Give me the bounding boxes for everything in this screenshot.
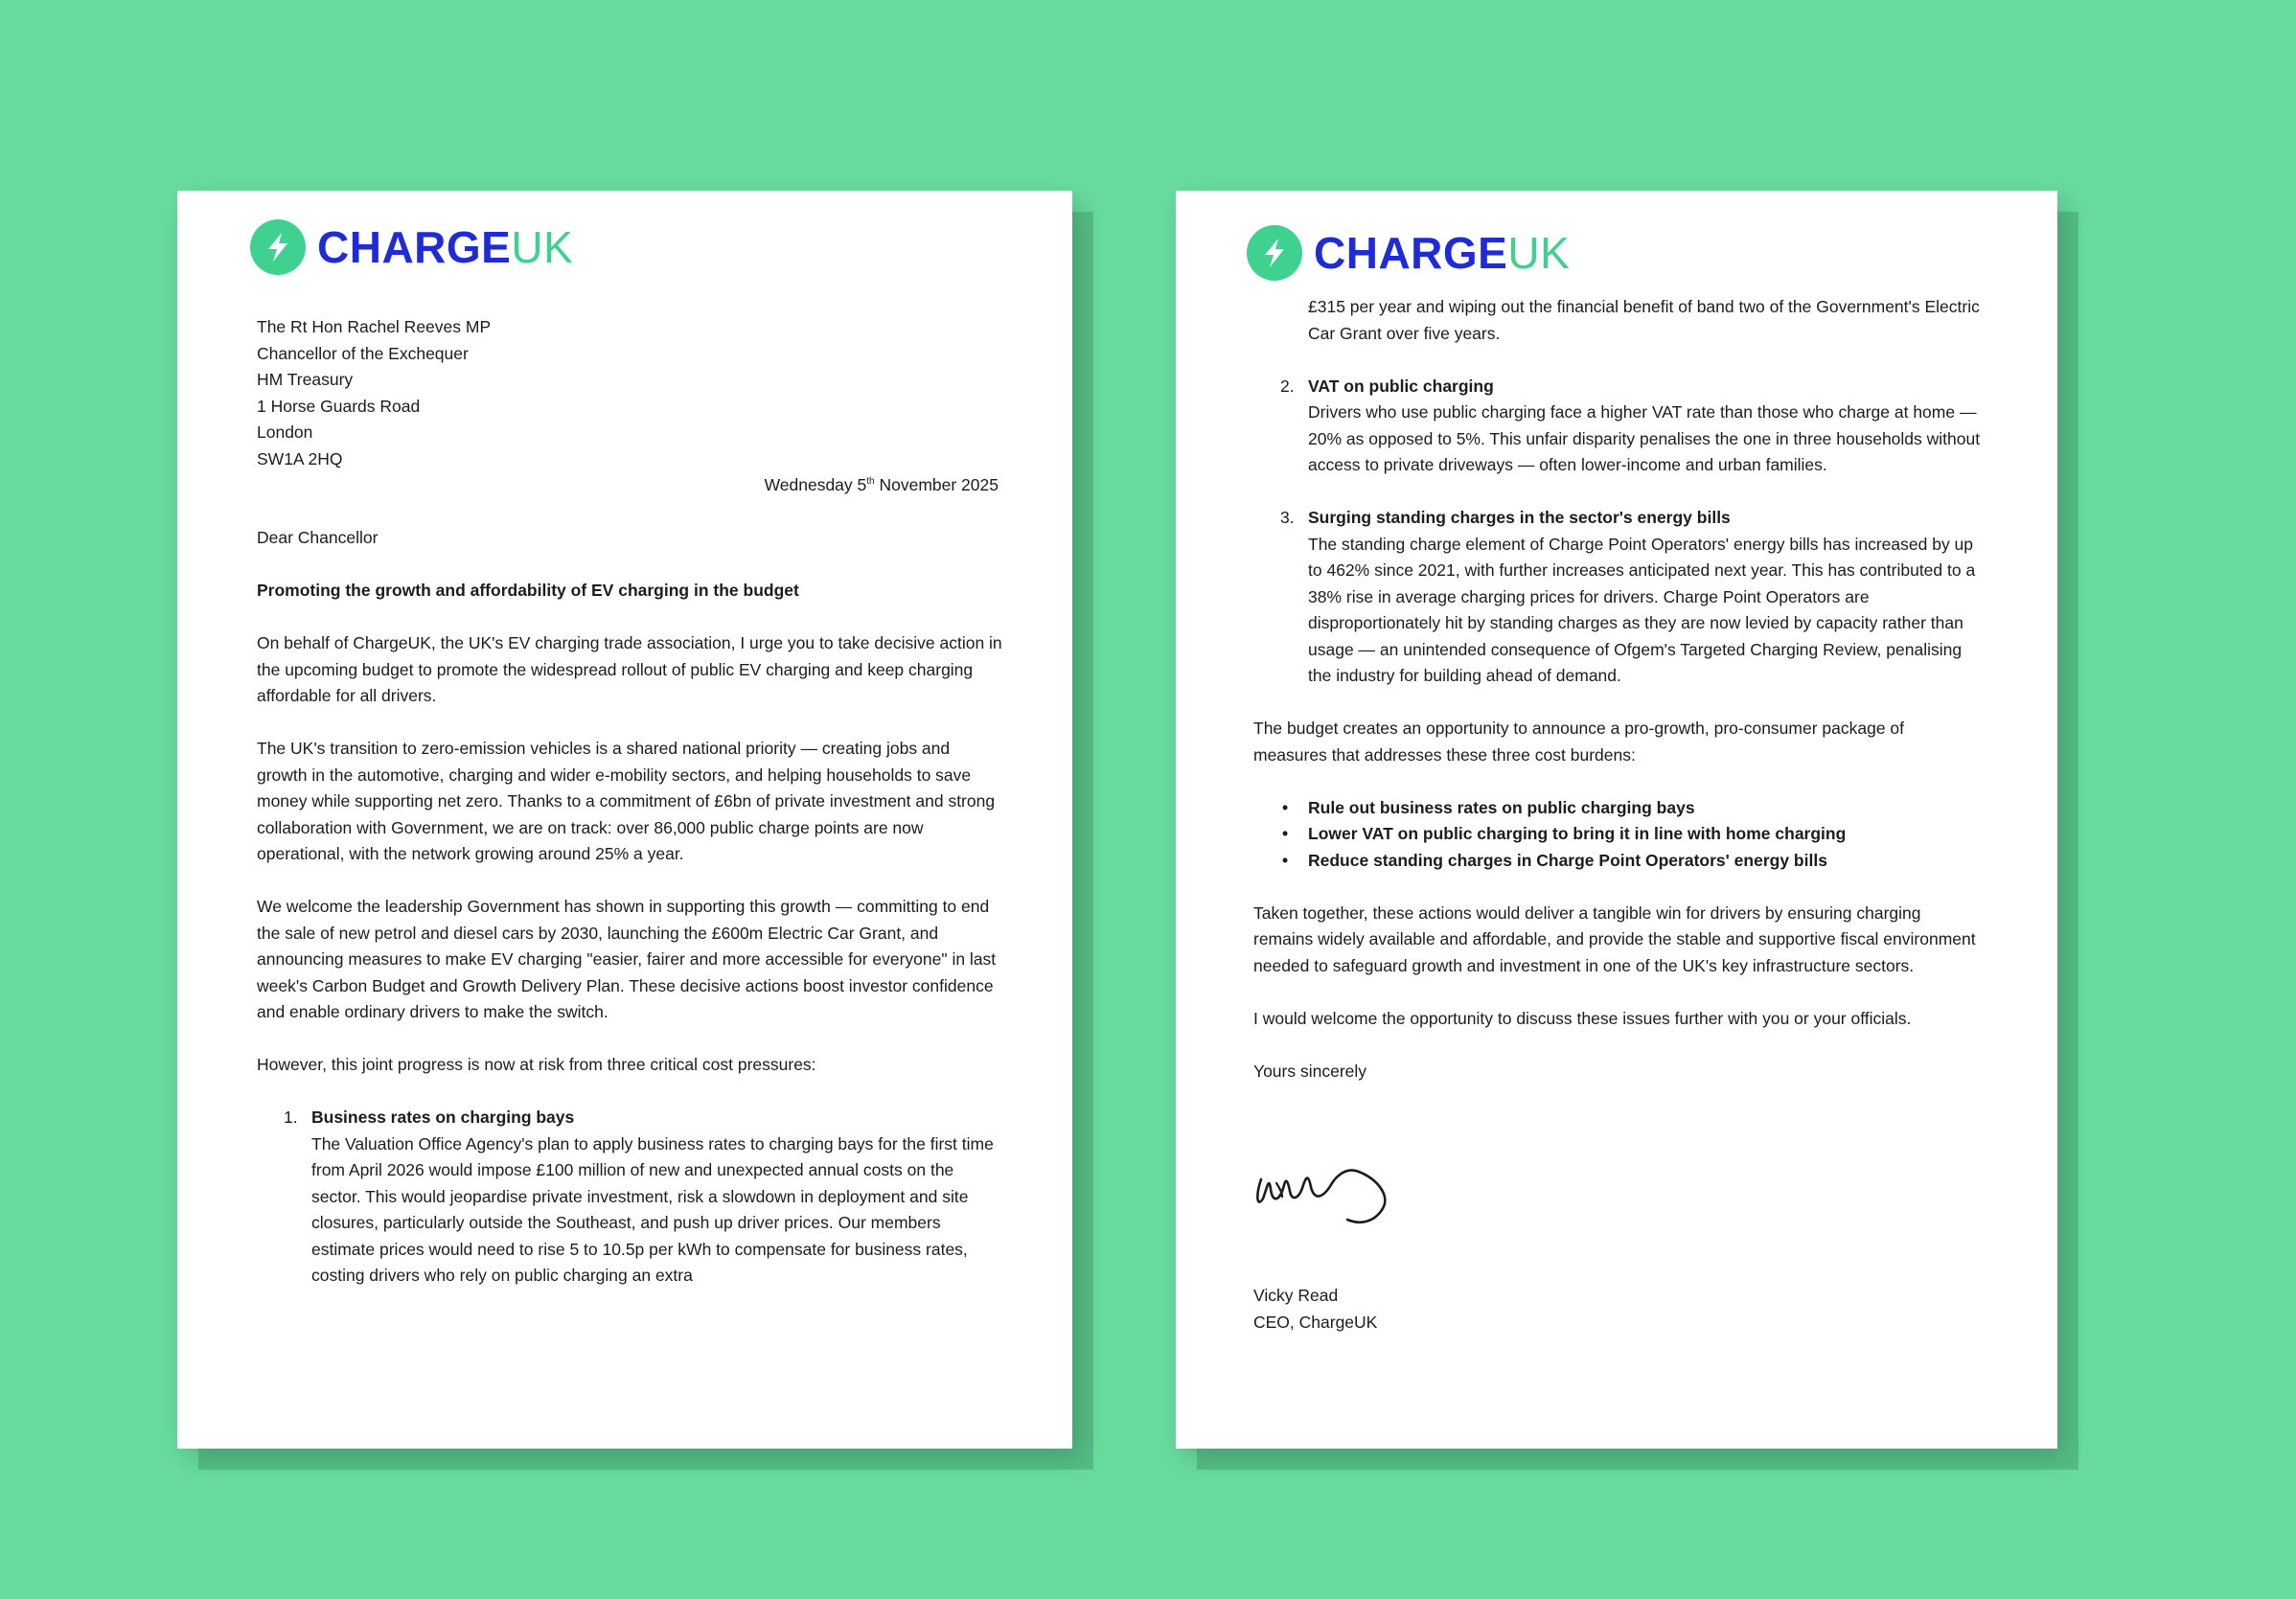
paragraph: We welcome the leadership Government has shown in supporting this growth — committing to end the sale of new petrol and diesel cars by 2030, launching the £600m Electric Car Grant, and announcing measures to make EV charging "easier, fairer and more accessible for everyone" in last week's Carbon Budget and Growth Delivery Plan. These decisive actions boost investor confidence and enable ordinary drivers to make the switch.	[257, 897, 997, 1021]
logo-charge-text: CHARGE	[1314, 228, 1508, 278]
issues-list	[1253, 294, 1982, 690]
address-line: London	[257, 423, 313, 442]
closing: Yours sincerely	[1253, 1061, 1367, 1081]
issue-body: £315 per year and wiping out the financial benefit of band two of the Government's Electric Car Grant over five years.	[1308, 297, 1980, 343]
issue-continuation	[1253, 294, 1982, 347]
measure-item: • Rule out business rates on public charging bays	[1253, 795, 1982, 822]
issue-body: Drivers who use public charging face a higher VAT rate than those who charge at home — 20% as opposed to 5%. This unfair disparity penalises the one in three households without access to private driveways — often lower-income and urban families.	[1308, 402, 1981, 474]
paragraph: However, this joint progress is now at risk from three critical cost pressures:	[257, 1055, 816, 1074]
letter-subject: Promoting the growth and affordability of EV charging in the budget	[257, 581, 799, 600]
lightning-bolt-icon	[250, 219, 306, 275]
date-day: Wednesday 5	[764, 475, 867, 494]
paragraph: The budget creates an opportunity to announce a pro-growth, pro-consumer package of measures that addresses these three cost burdens:	[1253, 719, 1905, 765]
signer-block	[1253, 1283, 1377, 1336]
lightning-bolt-icon	[1247, 225, 1302, 281]
signer-title: CEO, ChargeUK	[1253, 1312, 1378, 1332]
date-month-year: November 2025	[874, 475, 999, 494]
issue-title: Surging standing charges in the sector's energy bills	[1308, 508, 1731, 527]
issue-title: VAT on public charging	[1308, 376, 1494, 396]
logo-wordmark	[317, 222, 574, 272]
issue-item	[1253, 505, 1982, 690]
address-line: The Rt Hon Rachel Reeves MP	[257, 317, 492, 336]
issue-number: 2.	[1280, 376, 1295, 396]
measure-item: • Reduce standing charges in Charge Point Operators' energy bills	[1253, 848, 1982, 875]
signer-name: Vicky Read	[1253, 1286, 1339, 1305]
logo-uk-text: UK	[1507, 228, 1571, 278]
issue-title: Business rates on charging bays	[311, 1108, 575, 1127]
issue-number: 1.	[284, 1108, 298, 1127]
issue-item	[257, 1105, 1004, 1290]
address-line: Chancellor of the Exchequer	[257, 343, 469, 363]
paragraph: I would welcome the opportunity to discuss these issues further with you or your officials.	[1253, 1008, 1912, 1028]
logo-uk-text: UK	[511, 222, 574, 272]
letter-date	[257, 472, 999, 499]
recipient-address	[257, 314, 1004, 472]
address-line: 1 Horse Guards Road	[257, 396, 421, 416]
letter-body-page-1	[257, 314, 1004, 1315]
letter-body-page-2	[1253, 294, 1982, 1111]
chargeuk-logo	[1247, 225, 1570, 281]
salutation: Dear Chancellor	[257, 528, 379, 547]
paragraph: On behalf of ChargeUK, the UK's EV charging trade association, I urge you to take decisive action in the upcoming budget to promote the widespread rollout of public EV charging and keep charging affordable for all drivers.	[257, 633, 1002, 705]
letter-page-2	[1176, 191, 2057, 1449]
letter-page-1	[177, 191, 1072, 1449]
chargeuk-logo	[250, 219, 573, 275]
issue-item	[1253, 374, 1982, 479]
paragraph: Taken together, these actions would deliver a tangible win for drivers by ensuring charging remains widely available and affordable, and provide the stable and supportive fiscal environment needed to safeguard growth and investment in one of the UK's key infrastructure sectors.	[1253, 902, 1976, 975]
issue-number: 3.	[1280, 508, 1295, 527]
address-line: HM Treasury	[257, 370, 354, 389]
issue-body: The standing charge element of Charge Point Operators' energy bills has increased by up to 462% since 2021, with further increases anticipated next year. This has contributed to a 38% rise in average charging prices for drivers. Charge Point Operators are disproportionately hit by standing charges as they are now levied by capacity rather than usage — an unintended consequence of Ofgem's Targeted Charging Review, penalising the industry for building ahead of demand.	[1308, 534, 1976, 685]
handwritten-signature	[1248, 1139, 1439, 1249]
logo-charge-text: CHARGE	[317, 222, 512, 272]
paragraph: The UK's transition to zero-emission vehicles is a shared national priority — creating jobs and growth in the automotive, charging and wider e-mobility sectors, and helping households to save money while supporting net zero. Thanks to a commitment of £6bn of private investment and strong collaboration with Government, we are on track: over 86,000 public charge points are now operational, with the network growing around 25% a year.	[257, 739, 996, 863]
date-ordinal: th	[866, 476, 875, 488]
issues-list	[257, 1105, 1004, 1290]
address-line: SW1A 2HQ	[257, 448, 343, 468]
measures-list	[1253, 795, 1982, 875]
measure-item: • Lower VAT on public charging to bring it in line with home charging	[1253, 821, 1982, 848]
issue-body: The Valuation Office Agency's plan to apply business rates to charging bays for the first time from April 2026 would impose £100 million of new and unexpected annual costs on the sector. This would jeopardise private investment, risk a slowdown in deployment and site closures, particularly outside the Southeast, and push up driver prices. Our members estimate prices would need to rise 5 to 10.5p per kWh to compensate for business rates, costing drivers who rely on public charging an extra	[311, 1133, 994, 1285]
logo-wordmark	[1314, 228, 1571, 278]
